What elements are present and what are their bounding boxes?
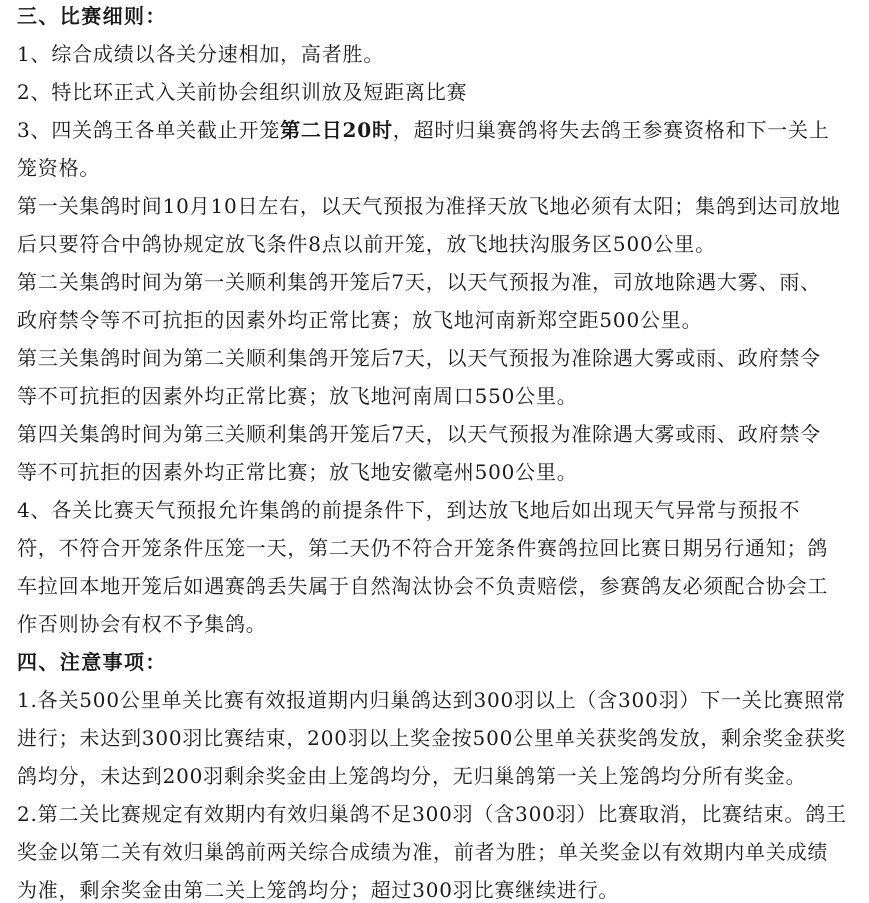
stage-4-line-1: 第四关集鸽时间为第三关顺利集鸽开笼后7天，以天气预报为准除遇大雾或雨、政府禁令 — [17, 422, 821, 446]
note-2-line-1: 2.第二关比赛规定有效期内有效归巢鸽不足300羽（含300羽）比赛取消，比赛结束。鸽王 — [17, 802, 847, 826]
stage-4-line-2: 等不可抗拒的因素外均正常比赛；放飞地安徽亳州500公里。 — [17, 460, 578, 484]
note-1-line-1: 1.各关500公里单关比赛有效报道期内归巢鸽达到300羽以上（含300羽）下一关比赛照常 — [17, 688, 846, 712]
note-1-line-3: 鸽均分，未达到200羽剩余奖金由上笼鸽均分，无归巢鸽第一关上笼鸽均分所有奖金。 — [17, 764, 807, 788]
rule-3-pre: 3、四关鸽王各单关截止开笼 — [17, 118, 281, 142]
stage-1-line-1: 第一关集鸽时间10月10日左右，以天气预报为准择天放飞地必须有太阳；集鸽到达司放地 — [17, 194, 841, 218]
note-1-line-2: 进行；未达到300羽比赛结束，200羽以上奖金按500公里单关获奖鸽发放，剩余奖金获奖 — [17, 726, 846, 750]
rule-4-line-1: 4、各关比赛天气预报允许集鸽的前提条件下，到达放飞地后如出现天气异常与预报不 — [17, 498, 801, 522]
rule-3-continued: 笼资格。 — [17, 156, 101, 180]
rule-4-line-3: 车拉回本地开笼后如遇赛鸽丢失属于自然淘汰协会不负责赔偿，参赛鸽友必须配合协会工 — [17, 574, 829, 598]
rule-3-post: ，超时归巢赛鸽将失去鸽王参赛资格和下一关上 — [392, 118, 830, 142]
section-4-heading: 四、注意事项： — [17, 650, 167, 674]
section-3-heading: 三、比赛细则： — [17, 4, 167, 28]
note-2-line-2: 奖金以第二关有效归巢鸽前两关综合成绩为准，前者为胜；单关奖金以有效期内单关成绩 — [17, 840, 829, 864]
stage-3-line-2: 等不可抗拒的因素外均正常比赛；放飞地河南周口550公里。 — [17, 384, 578, 408]
rule-3-deadline: 第二日20时 — [280, 118, 393, 142]
rule-2-text: 2、特比环正式入关前协会组织训放及短距离比赛 — [17, 80, 468, 104]
rule-4-line-2: 符，不符合开笼条件压笼一天，第二天仍不符合开笼条件赛鸽拉回比赛日期另行通知；鸽 — [17, 536, 829, 560]
rule-1-text: 1、综合成绩以各关分速相加，高者胜。 — [17, 42, 385, 66]
stage-1-line-2: 后只要符合中鸽协规定放飞条件8点以前开笼，放飞地扶沟服务区500公里。 — [17, 232, 716, 256]
stage-2-line-2: 政府禁令等不可抗拒的因素外均正常比赛；放飞地河南新郑空距500公里。 — [17, 308, 703, 332]
rule-3-text — [17, 117, 830, 143]
stage-2-line-1: 第二关集鸽时间为第一关顺利集鸽开笼后7天，以天气预报为准，司放地除遇大雾、雨、 — [17, 270, 821, 294]
stage-3-line-1: 第三关集鸽时间为第二关顺利集鸽开笼后7天，以天气预报为准除遇大雾或雨、政府禁令 — [17, 346, 821, 370]
rule-4-line-4: 作否则协会有权不予集鸽。 — [17, 612, 267, 636]
note-2-line-3: 为准，剩余奖金由第二关上笼鸽均分；超过300羽比赛继续进行。 — [17, 878, 620, 902]
